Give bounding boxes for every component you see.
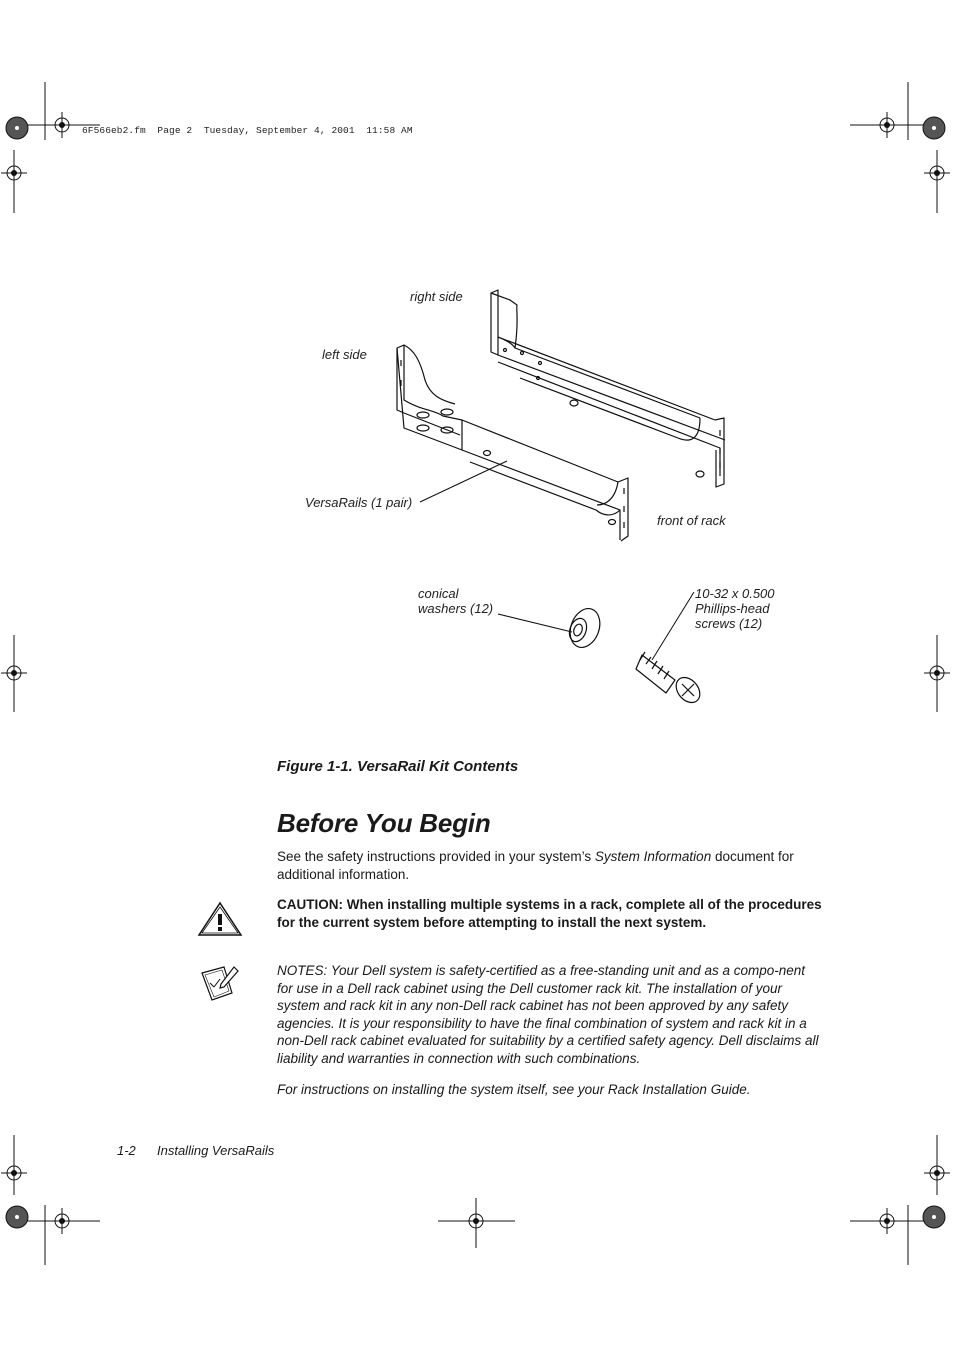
caution-triangle-icon: [196, 900, 244, 938]
intro-text-1: See the safety instructions provided in your system’s: [277, 849, 595, 864]
callout-right-side: right side: [410, 289, 463, 304]
file-stamp: 6F566eb2.fm Page 2 Tuesday, September 4, 2001 11:58 AM: [82, 125, 413, 136]
callout-screws-line2: Phillips-head: [695, 601, 770, 616]
intro-text-2: document for additional information.: [277, 849, 794, 882]
figure-caption: Figure 1-1. VersaRail Kit Contents: [277, 758, 519, 775]
callout-washers: [418, 586, 493, 616]
conical-washer: [565, 604, 605, 651]
left-side-rail: [397, 345, 628, 541]
callout-left-side: left side: [322, 347, 367, 362]
color-target-icon: [6, 1206, 28, 1228]
callout-versarails: VersaRails (1 pair): [305, 495, 413, 510]
right-side-rail: [491, 290, 725, 487]
callout-washers-line2: washers (12): [418, 601, 494, 616]
callout-front-of-rack: front of rack: [657, 513, 726, 528]
callout-screws-line3: screws (12): [695, 616, 763, 631]
caution-text: CAUTION: When installing multiple systems in a rack, complete all of the procedures for the current system before attempting to install the next system.: [277, 897, 822, 930]
color-target-icon: [923, 1206, 945, 1228]
page-number: 1-2: [117, 1143, 136, 1158]
section-title: Before You Begin: [277, 808, 491, 838]
registration-mark-icon: [49, 1208, 75, 1234]
intro-doc-title: System Information: [594, 849, 712, 864]
note-pencil-icon: [198, 963, 242, 1003]
intro-paragraph: [277, 848, 822, 884]
phillips-screw: [636, 652, 705, 707]
registration-mark-icon: [1, 1160, 27, 1186]
callout-screws-line1: 10-32 x 0.500: [695, 586, 775, 601]
callout-washers-line1: conical: [418, 586, 459, 601]
registration-mark-icon: [874, 1208, 900, 1234]
callout-screws: [695, 586, 775, 631]
registration-mark-icon: [924, 1160, 950, 1186]
registration-mark-icon: [463, 1208, 489, 1234]
instructions-text: For instructions on installing the system itself, see your Rack Installation Guide.: [277, 1082, 751, 1097]
chapter-title: Installing VersaRails: [157, 1143, 275, 1158]
notes-text: NOTES: Your Dell system is safety-certified as a free-standing unit and as a compo-nent for use in a Dell rack cabinet using the Dell customer rack kit. The installation of your system and rack kit in any non-Dell rack cabinet has not been approved by any safety agencies. It is your responsibility to have the final combination of system and rack kit in a non-Dell rack cabinet evaluated for suitability by a certified safety agency. Dell disclaims all liability and warranties in connection with such combinations.: [277, 963, 819, 1066]
